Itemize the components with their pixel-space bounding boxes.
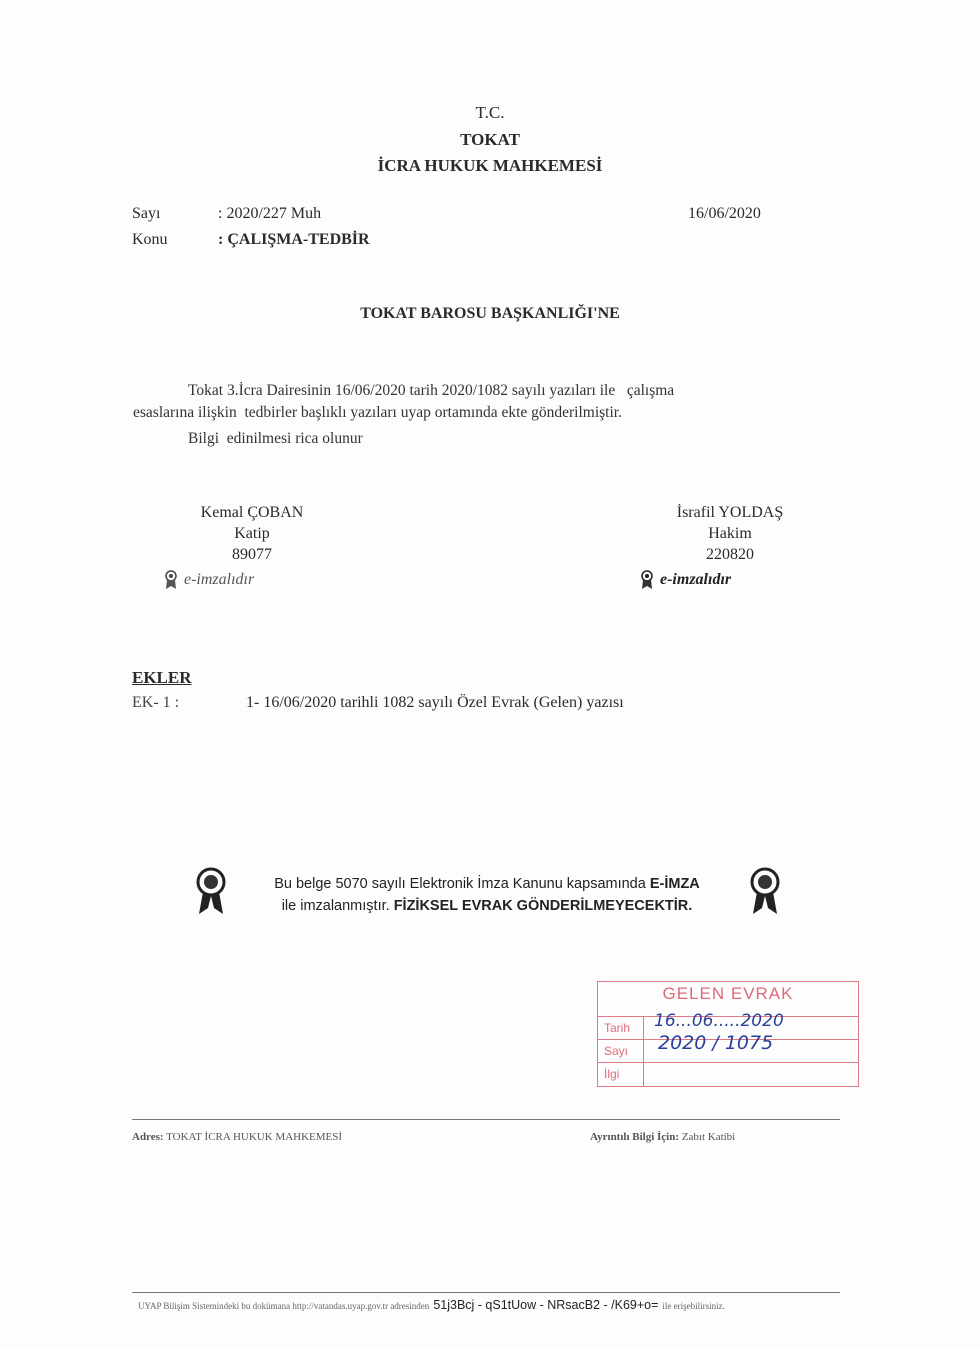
stamp-tarih-label: Tarih: [598, 1017, 644, 1040]
header-court: İCRA HUKUK MAHKEMESİ: [377, 156, 603, 175]
signer-title: Hakim: [708, 525, 752, 542]
document-date: 16/06/2020: [688, 205, 761, 222]
footer-info: [590, 1131, 735, 1143]
signer-name: İsrafil YOLDAŞ: [676, 504, 784, 521]
signer-name: Kemal ÇOBAN: [200, 504, 304, 521]
signature-left: [162, 502, 342, 565]
stamp-ilgi-label: İlgi: [598, 1063, 644, 1087]
uyap-suffix: ile erişebilirsiniz.: [662, 1301, 725, 1311]
header-tc: T.C.: [475, 103, 505, 122]
esign-left: [164, 570, 254, 590]
addressee: TOKAT BAROSU BAŞKANLIĞI'NE: [360, 305, 620, 322]
konu-value: : ÇALIŞMA-TEDBİR: [218, 231, 370, 248]
footer-address-value: TOKAT İCRA HUKUK MAHKEMESİ: [166, 1131, 343, 1143]
stamp-tarih-value: 16...06.....2020: [654, 1011, 784, 1031]
signature-right: [640, 502, 820, 565]
body-line-3: Bilgi edinilmesi rica olunur: [188, 430, 363, 447]
medal-icon: [640, 570, 654, 590]
notice-line2-text: ile imzalanmıştır.: [281, 898, 394, 914]
footer-info-label: Ayrıntılı Bilgi İçin:: [590, 1131, 680, 1143]
rosette-icon-right: [748, 866, 782, 918]
body-line-1: Tokat 3.İcra Dairesinin 16/06/2020 tarih 2020/1082 sayılı yazıları ile çalışma: [188, 382, 675, 399]
notice-line1-text: Bu belge 5070 sayılı Elektronik İmza Kanunu kapsamında: [274, 876, 650, 892]
signer-number: 89077: [232, 546, 272, 563]
stamp-sayi-value: 2020 / 1075: [658, 1032, 774, 1054]
esignature-notice: [232, 873, 742, 917]
stamp-row-sayi: [598, 1032, 858, 1063]
header-city: TOKAT: [460, 130, 520, 149]
signer-title: Katip: [234, 525, 270, 542]
uyap-code: 51j3Bcj - qS1tUow - NRsacB2 - /K69+o=: [433, 1298, 659, 1312]
esign-right: [640, 570, 731, 590]
uyap-verification-line: [138, 1296, 858, 1314]
attachment-item: 1- 16/06/2020 tarihli 1082 sayılı Özel Evrak (Gelen) yazısı: [246, 694, 624, 711]
esign-text: e-imzalıdır: [184, 571, 255, 588]
incoming-document-stamp: [597, 981, 859, 1087]
notice-line1-bold: E-İMZA: [649, 876, 700, 892]
footer-divider: [132, 1119, 840, 1120]
rosette-icon-left: [194, 866, 228, 918]
notice-line2-bold: FİZİKSEL EVRAK GÖNDERİLMEYECEKTİR.: [393, 898, 693, 914]
footer-info-value: Zabıt Katibi: [681, 1131, 736, 1143]
uyap-prefix: UYAP Bilişim Sistemindeki bu dokümana http://vatandas.uyap.gov.tr adresinden: [138, 1301, 430, 1311]
attachment-label: EK- 1 :: [132, 694, 180, 711]
sayi-value: : 2020/227 Muh: [218, 205, 322, 222]
footer-bottom-divider: [132, 1292, 840, 1293]
footer-address-label: Adres:: [132, 1131, 164, 1143]
medal-icon: [164, 570, 178, 590]
signer-number: 220820: [706, 546, 754, 563]
body-line-2: esaslarına ilişkin tedbirler başlıklı yazıları uyap ortamında ekte gönderilmiştir.: [133, 404, 622, 421]
esign-text: e-imzalıdır: [660, 571, 732, 588]
sayi-label: Sayı: [132, 205, 161, 222]
attachments-heading: EKLER: [132, 668, 192, 687]
footer-address: [132, 1131, 342, 1143]
stamp-row-ilgi: [598, 1062, 858, 1087]
stamp-sayi-label: Sayı: [598, 1040, 644, 1063]
konu-label: Konu: [132, 231, 168, 248]
stamp-title: GELEN EVRAK: [662, 984, 794, 1003]
